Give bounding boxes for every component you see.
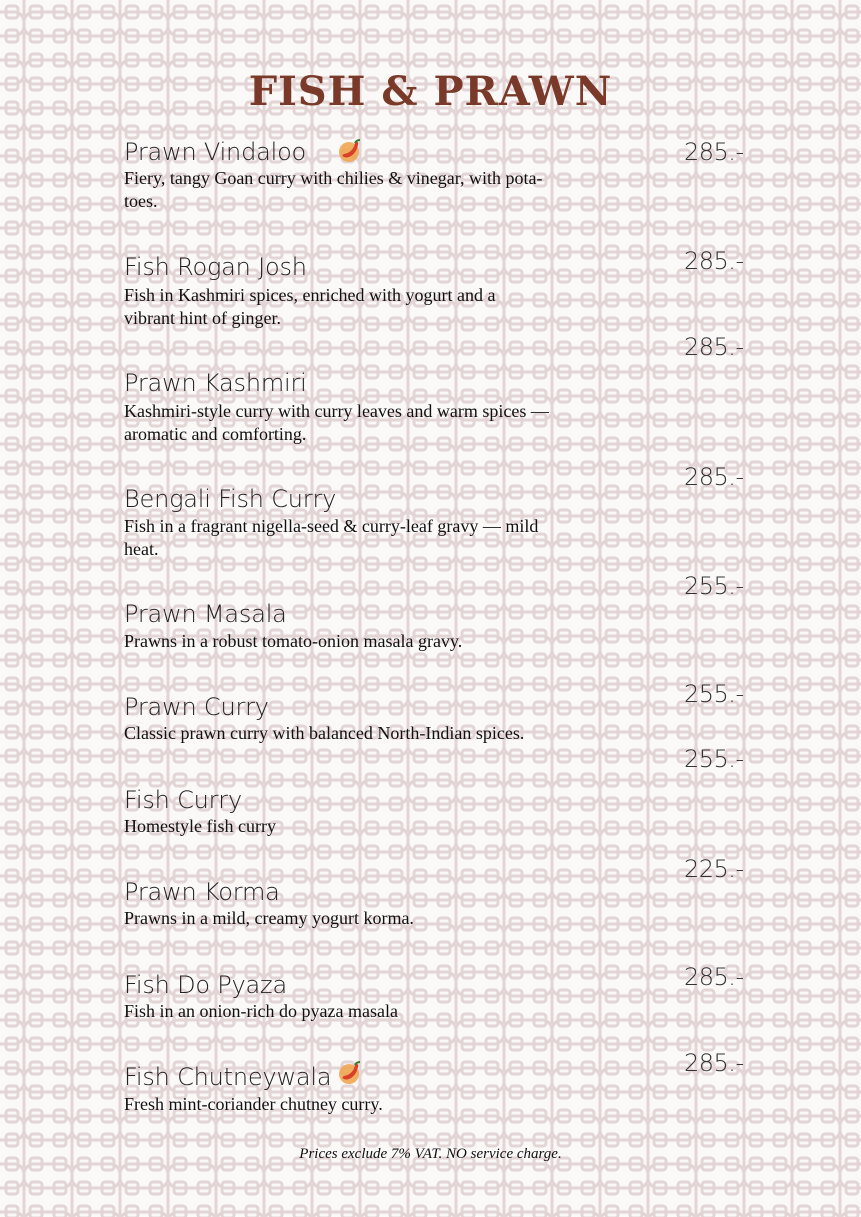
menu-item-name: Prawn Vindaloo bbox=[124, 138, 307, 166]
menu-item-price: 255.- bbox=[684, 745, 744, 773]
menu-item-price: 255.- bbox=[684, 680, 744, 708]
menu-item-description: Prawns in a mild, creamy yogurt korma. bbox=[124, 908, 414, 928]
menu-item-price: 285.- bbox=[684, 463, 744, 491]
menu-item-price: 255.- bbox=[684, 572, 744, 600]
menu-item-name: Prawn Kashmiri bbox=[124, 369, 307, 397]
menu-item-description-line: Fish in a fragrant nigella-seed & curry-leaf gravy — mild bbox=[124, 516, 539, 536]
menu-item-price: 225.- bbox=[684, 855, 744, 883]
menu-item-price: 285.- bbox=[684, 963, 744, 991]
menu-item-description-line: Fiery, tangy Goan curry with chilies & vinegar, with pota- bbox=[124, 168, 543, 188]
menu-item-name: Fish Rogan Josh bbox=[124, 253, 307, 281]
chili-pepper-icon bbox=[336, 1059, 364, 1087]
menu-item-description bbox=[124, 167, 644, 213]
menu-item-description: Classic prawn curry with balanced North-Indian spices. bbox=[124, 723, 525, 743]
menu-item-description-line: Kashmiri-style curry with curry leaves and warm spices — bbox=[124, 401, 549, 421]
menu-item-price: 285.- bbox=[684, 138, 744, 166]
menu-item-name: Prawn Curry bbox=[124, 693, 269, 721]
menu-item-description bbox=[124, 515, 644, 561]
menu-item-price: 285.- bbox=[684, 1049, 744, 1077]
menu-item-price: 285.- bbox=[684, 333, 744, 361]
menu-item-description-line: Fish in Kashmiri spices, enriched with yogurt and a bbox=[124, 285, 496, 305]
menu-item-description: Prawns in a robust tomato-onion masala gravy. bbox=[124, 631, 463, 651]
menu-item-description bbox=[124, 400, 644, 446]
menu-item-name: Fish Curry bbox=[124, 786, 242, 814]
menu-item-description bbox=[124, 284, 644, 330]
menu-item-description-line: heat. bbox=[124, 539, 159, 559]
footer-note: Prices exclude 7% VAT. NO service charge. bbox=[299, 1146, 562, 1162]
menu-item-name: Bengali Fish Curry bbox=[124, 485, 337, 513]
menu-item-description: Fresh mint-coriander chutney curry. bbox=[124, 1094, 383, 1114]
chili-pepper-icon bbox=[336, 137, 364, 165]
menu-item-description-line: toes. bbox=[124, 191, 158, 211]
menu-item-description: Fish in an onion-rich do pyaza masala bbox=[124, 1001, 398, 1021]
menu-item-name: Fish Do Pyaza bbox=[124, 971, 287, 999]
menu-item-price: 285.- bbox=[684, 247, 744, 275]
menu-item-name: Fish Chutneywala bbox=[124, 1063, 332, 1091]
menu-item-name: Prawn Korma bbox=[124, 878, 280, 906]
menu-item-description-line: aromatic and comforting. bbox=[124, 424, 307, 444]
page-title: FISH & PRAWN bbox=[248, 68, 613, 115]
menu-item-description: Homestyle fish curry bbox=[124, 816, 276, 836]
menu-item-name: Prawn Masala bbox=[124, 600, 287, 628]
menu-item-description-line: vibrant hint of ginger. bbox=[124, 308, 281, 328]
